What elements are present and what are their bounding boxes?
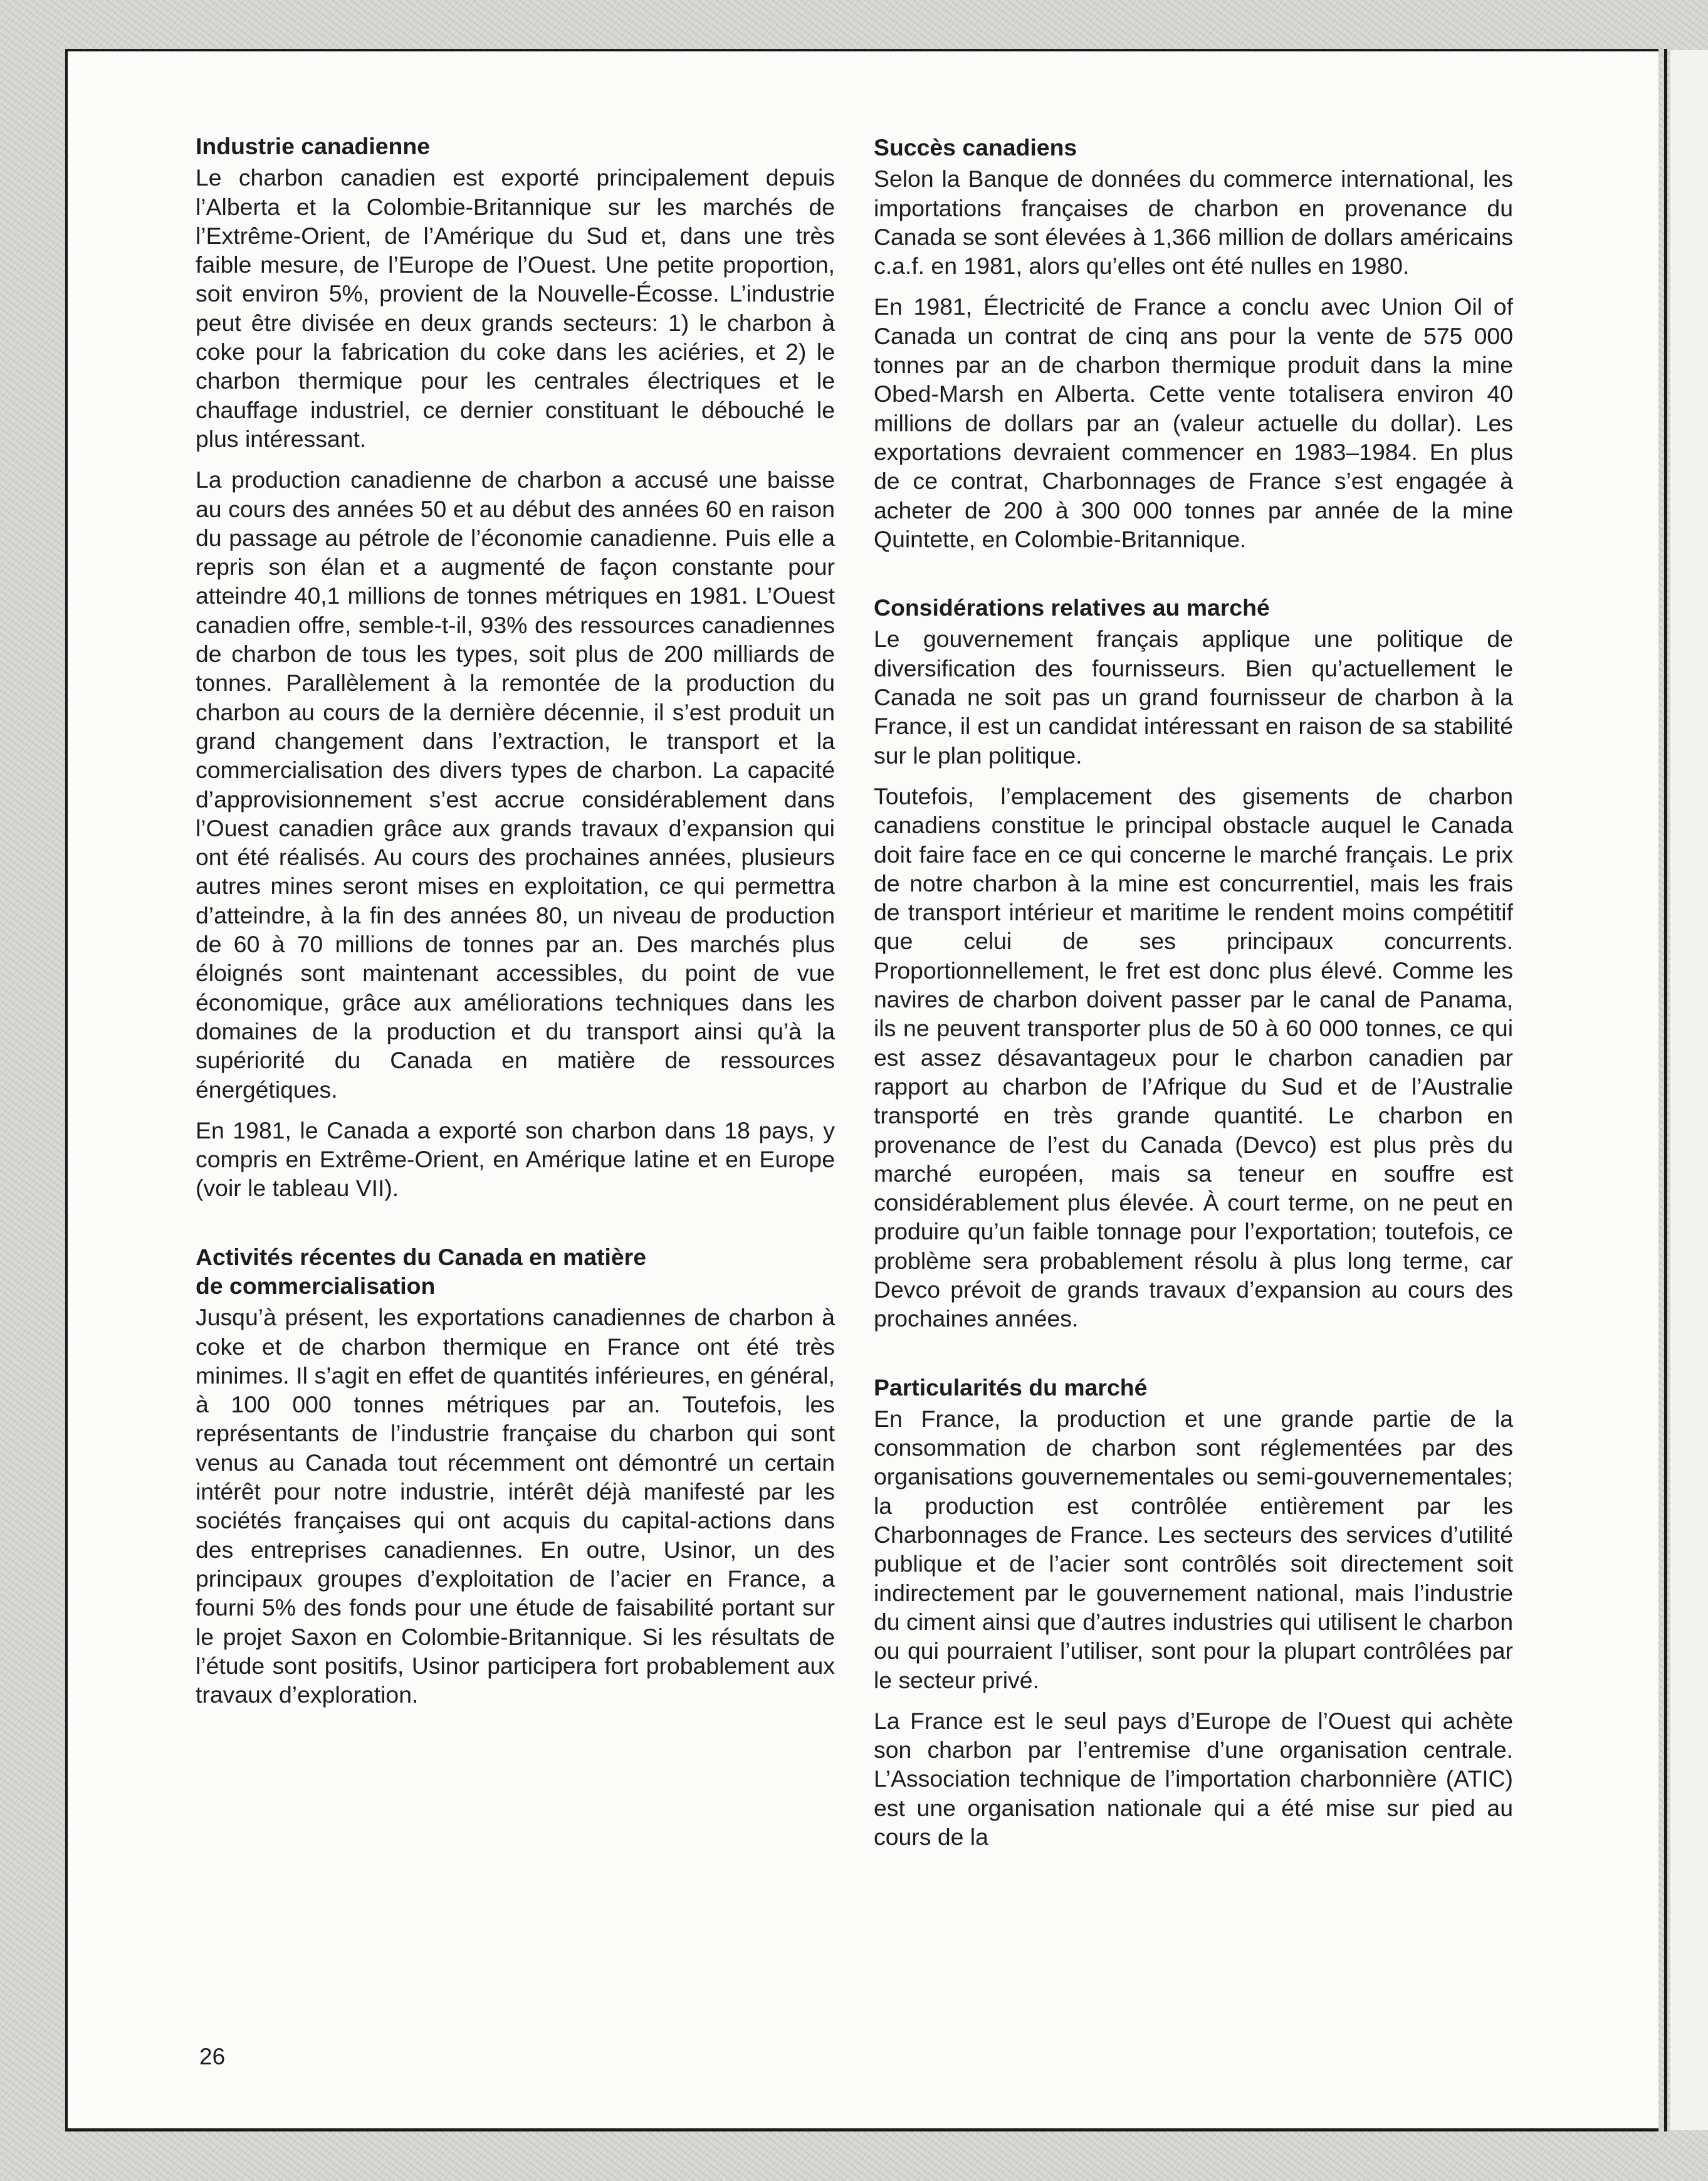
section-spacer (874, 565, 1513, 593)
paragraph: La France est le seul pays d’Europe de l’Ouest qui achète son charbon par l’entremise d’une organisation centrale. L’Association technique de l’importation charbonnière (ATIC) est une organisation nationale qui a été mise sur pied au cours de la (874, 1707, 1513, 1851)
section-activites-recentes (196, 1243, 835, 1710)
section-particularites-marche (874, 1373, 1513, 1852)
paragraph: Le charbon canadien est exporté principalement depuis l’Alberta et la Colombie-Britannique sur les marchés de l’Extrême-Orient, de l’Amérique du Sud et, dans une très faible mesure, de l’Europe de l’Ouest. Une petite proportion, soit environ 5%, provient de la Nouvelle-Écosse. L’industrie peut être divisée en deux grands secteurs: 1) le charbon à coke pour la fabrication du coke dans les aciéries, et 2) le charbon thermique pour les centrales électriques et le chauffage industriel, ce dernier constituant le débouché le plus intéressant. (196, 164, 835, 452)
section-heading: Succès canadiens (874, 134, 1077, 160)
section-industrie-canadienne (196, 132, 835, 1203)
paragraph: En 1981, Électricité de France a conclu avec Union Oil of Canada un contrat de cinq ans pour la vente de 575 000 tonnes par an de charbon thermique produit dans la mine Obed-Marsh en Alberta. Cette vente totalisera environ 40 millions de dollars par an (valeur actuelle du dollar). Les exportations devraient commencer en 1983–1984. En plus de ce contrat, Charbonnages de France s’est engagée à acheter de 200 à 300 000 tonnes par année de la mine Quintette, en Colombie-Britannique. (874, 293, 1513, 552)
section-succes-canadiens (874, 133, 1513, 554)
paragraph: En 1981, le Canada a exporté son charbon dans 18 pays, y compris en Extrême-Orient, en Amérique latine et en Europe (voir le tableau VII). (196, 1117, 835, 1202)
adjacent-page-strip (1670, 50, 1708, 2130)
paragraph: Jusqu’à présent, les exportations canadiennes de charbon à coke et de charbon thermique en France ont été très minimes. Il s’agit en effet de quantités inférieures, en général, à 100 000 tonnes métriques par an. Toutefois, les représentants de l’industrie française du charbon qui sont venus au Canada tout récemment ont démontré un certain intérêt pour notre industrie, intérêt déjà manifesté par les sociétés françaises qui ont acquis du capital-actions dans des entreprises canadiennes. En outre, Usinor, un des principaux groupes d’exploitation de l’acier en France, a fourni 5% des fonds pour une étude de faisabilité portant sur le projet Saxon en Colombie-Britannique. Si les résultats de l’étude sont positifs, Usinor participera fort probablement aux travaux d’exploration. (196, 1304, 835, 1708)
paragraph: Selon la Banque de données du commerce international, les importations françaises de charbon en provenance du Canada se sont élevées à 1,366 million de dollars américains c.a.f. en 1981, alors qu’elles ont été nulles en 1980. (874, 166, 1513, 280)
page-number: 26 (199, 2044, 226, 2069)
section-spacer (196, 1215, 835, 1243)
paragraph: Le gouvernement français applique une politique de diversification des fournisseurs. Bien qu’actuellement le Canada ne soit pas un grand fournisseur de charbon à la France, il est un candidat intéressant en raison de sa stabilité sur le plan politique. (874, 626, 1513, 769)
page-edge-rule (1664, 49, 1667, 2131)
section-heading: Industrie canadienne (196, 133, 430, 159)
section-spacer (874, 1345, 1513, 1373)
section-considerations-marche (874, 593, 1513, 1333)
section-heading: Particularités du marché (874, 1374, 1148, 1401)
paragraph: En France, la production et une grande partie de la consommation de charbon sont réglementées par des organisations gouvernementales ou semi-gouvernementales; la production est contrôlée entièrement par les Charbonnages de France. Les secteurs des services d’utilité publique et de l’acier sont contrôlés soit directement soit indirectement par le gouvernement national, mais l’industrie du ciment ainsi que d’autres industries qui utilisent le charbon ou qui pourraient l’utiliser, sont pour la plupart contrôlées par le secteur privé. (874, 1405, 1513, 1693)
paragraph: La production canadienne de charbon a accusé une baisse au cours des années 50 et au début des années 60 en raison du passage au pétrole de l’économie canadienne. Puis elle a repris son élan et a augmenté de façon constante pour atteindre 40,1 millions de tonnes métriques en 1981. L’Ouest canadien offre, semble-t-il, 93% des ressources canadiennes de charbon de tous les types, soit plus de 200 milliards de tonnes. Parallèlement à la remontée de la production du charbon au cours de la dernière décennie, il s’est produit un grand changement dans l’extraction, le transport et la commercialisation des divers types de charbon. La capacité d’approvisionnement s’est accrue considérablement dans l’Ouest canadien grâce aux grands travaux d’expansion qui ont été réalisés. Au cours des prochaines années, plusieurs autres mines seront mises en exploitation, ce qui permettra d’atteindre, à la fin des années 80, un niveau de production de 60 à 70 millions de tonnes par an. Des marchés plus éloignés sont maintenant accessibles, du point de vue économique, grâce aux améliorations techniques dans les domaines de la production et du transport ainsi qu’à la supériorité du Canada en matière de ressources énergétiques. (196, 466, 835, 1103)
paragraph: Toutefois, l’emplacement des gisements de charbon canadiens constitue le principal obstacle auquel le Canada doit faire face en ce qui concerne le marché français. Le prix de notre charbon à la mine est concurrentiel, mais les frais de transport intérieur et maritime le rendent moins compétitif que celui de ses principaux concurrents. Proportionnellement, le fret est donc plus élevé. Comme les navires de charbon doivent passer par le canal de Panama, ils ne peuvent transporter plus de 50 à 60 000 tonnes, ce qui est assez désavantageux pour le charbon canadien par rapport au charbon de l’Afrique du Sud et de l’Australie transporté en très grande quantité. Le charbon en provenance de l’est du Canada (Devco) est plus près du marché européen, mais sa teneur en souffre est considérablement plus élevée. À court terme, on ne peut en produire qu’un faible tonnage pour l’exportation; toutefois, ce problème sera probablement résolu à plus long terme, car Devco prévoit de grands travaux d’expansion au cours des prochaines années. (874, 782, 1513, 1332)
section-heading: Activités récentes du Canada en matière de commercialisation (196, 1243, 647, 1299)
left-column (196, 132, 835, 1721)
section-heading: Considérations relatives au marché (874, 594, 1270, 621)
right-column (874, 133, 1513, 1863)
